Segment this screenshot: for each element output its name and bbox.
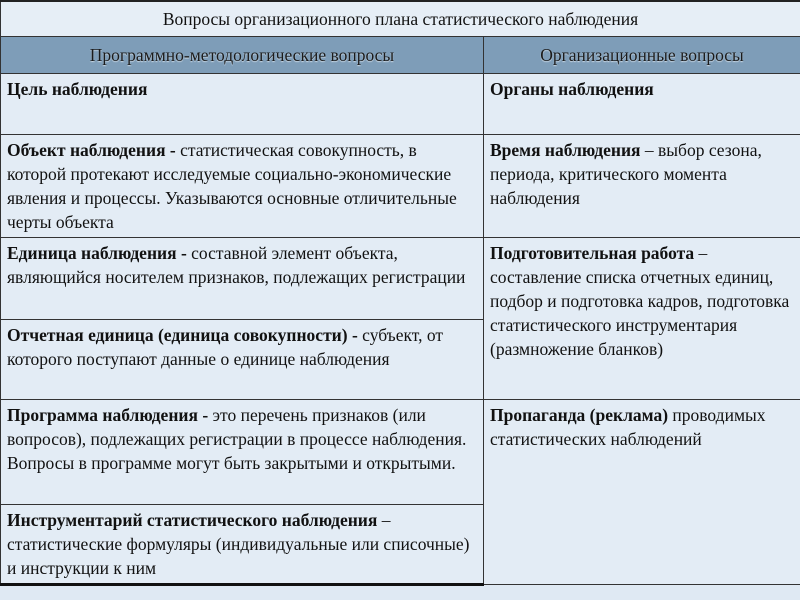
header-right: Организационные вопросы: [484, 37, 800, 74]
cell-object: Объект наблюдения - статистическая совокупность, в которой протекают исследуемые социально-экономические явления и процессы. Указываются основные отличительные черты объекта: [1, 135, 484, 238]
cell-reporting-unit: Отчетная единица (единица совокупности) - субъект, от которого поступают данные о единице наблюдения: [1, 320, 484, 400]
cell-time: Время наблюдения – выбор сезона, периода, критического момента наблюдения: [484, 135, 800, 238]
cell-propaganda: Пропаганда (реклама) проводимых статистических наблюдений: [484, 400, 800, 585]
cell-unit: Единица наблюдения - составной элемент объекта, являющийся носителем признаков, подлежащих регистрации: [1, 238, 484, 320]
cell-program: Программа наблюдения - это перечень признаков (или вопросов), подлежащих регистрации в процессе наблюдения. Вопросы в программе могут быть закрытыми и открытыми.: [1, 400, 484, 505]
cell-goal: Цель наблюдения: [1, 74, 484, 135]
cell-bodies: Органы наблюдения: [484, 74, 800, 135]
header-left: Программно-методологические вопросы: [1, 37, 484, 74]
cell-preparation: Подготовительная работа – составление списка отчетных единиц, подбор и подготовка кадров, подготовка статистического инструментария (размножение бланков): [484, 238, 800, 400]
cell-tools: Инструментарий статистического наблюдения – статистические формуляры (индивидуальные или списочные) и инструкции к ним: [1, 505, 484, 585]
table-title: Вопросы организационного плана статистического наблюдения: [1, 1, 800, 37]
